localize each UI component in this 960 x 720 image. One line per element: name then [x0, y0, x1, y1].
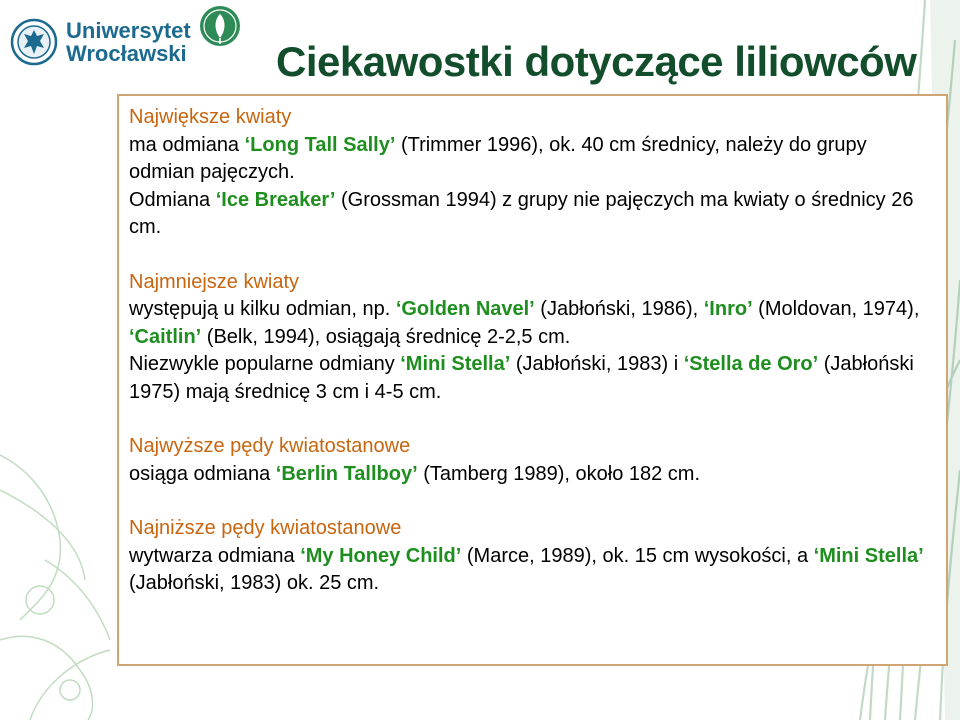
text: (Grossman 1994) z grupy nie pajęczych ma kwiaty o średnicy 26 cm.	[129, 188, 914, 238]
text: osiąga odmiana	[129, 462, 276, 485]
section-shortest-scapes	[129, 515, 934, 598]
cultivar-name: ‘Berlin Tallboy’	[275, 462, 418, 485]
text: Niezwykle popularne odmiany	[129, 353, 401, 375]
text: wytwarza odmiana	[129, 544, 301, 567]
section-largest-flowers	[129, 104, 934, 242]
university-logo	[10, 16, 191, 68]
paragraph	[129, 187, 934, 242]
cultivar-name: ‘Stella de Oro’	[683, 353, 819, 375]
text: (Trimmer 1996), ok. 40 cm średnicy, należy do grupy odmian pajęczych.	[129, 133, 867, 183]
section-heading: Największe kwiaty	[129, 106, 292, 128]
text: (Jabłoński 1975) mają średnicę 3 cm i 4-5 cm.	[129, 353, 914, 403]
botanical-garden-seal-icon	[198, 2, 242, 54]
text: (Belk, 1994), osiągają średnicę 2-2,5 cm.	[201, 325, 571, 348]
paragraph	[129, 461, 934, 489]
section-heading: Najmniejsze kwiaty	[129, 270, 300, 293]
text: (Moldovan, 1974),	[752, 298, 920, 320]
text: Odmiana	[129, 188, 216, 211]
cultivar-name: ‘Inro’	[703, 298, 753, 320]
eagle-crest-icon	[10, 16, 58, 68]
text: (Marce, 1989), ok. 15 cm wysokości, a	[461, 544, 814, 567]
text: (Jabłoński, 1986),	[534, 298, 704, 320]
paragraph	[129, 132, 934, 187]
section-heading: Najwyższe pędy kwiatostanowe	[129, 435, 411, 457]
cultivar-name: ‘Golden Navel’	[395, 298, 535, 320]
university-name-line1: Uniwersytet	[66, 18, 191, 43]
page-title: Ciekawostki dotyczące liliowców	[276, 38, 917, 85]
cultivar-name: ‘Mini Stella’	[813, 544, 924, 567]
text: (Jabłoński, 1983) ok. 25 cm.	[129, 572, 380, 594]
cultivar-name: ‘Caitlin’	[129, 325, 202, 348]
text: ma odmiana	[129, 133, 245, 156]
text: występują u kilku odmian, np.	[129, 298, 396, 320]
cultivar-name: ‘My Honey Child’	[300, 544, 462, 567]
cultivar-name: ‘Long Tall Sally’	[244, 133, 396, 156]
botanical-garden-logo	[198, 2, 242, 59]
text: (Jabłoński, 1983) i	[510, 353, 684, 375]
section-heading: Najniższe pędy kwiatostanowe	[129, 517, 402, 539]
paragraph	[129, 351, 934, 406]
university-name-line2: Wrocławski	[66, 41, 187, 66]
cultivar-name: ‘Mini Stella’	[400, 353, 511, 375]
section-tallest-scapes	[129, 433, 934, 488]
cultivar-name: ‘Ice Breaker’	[215, 188, 336, 211]
section-smallest-flowers	[129, 269, 934, 407]
paragraph	[129, 543, 934, 598]
content-box	[117, 94, 948, 666]
paragraph	[129, 296, 934, 351]
text: (Tamberg 1989), około 182 cm.	[417, 462, 701, 485]
